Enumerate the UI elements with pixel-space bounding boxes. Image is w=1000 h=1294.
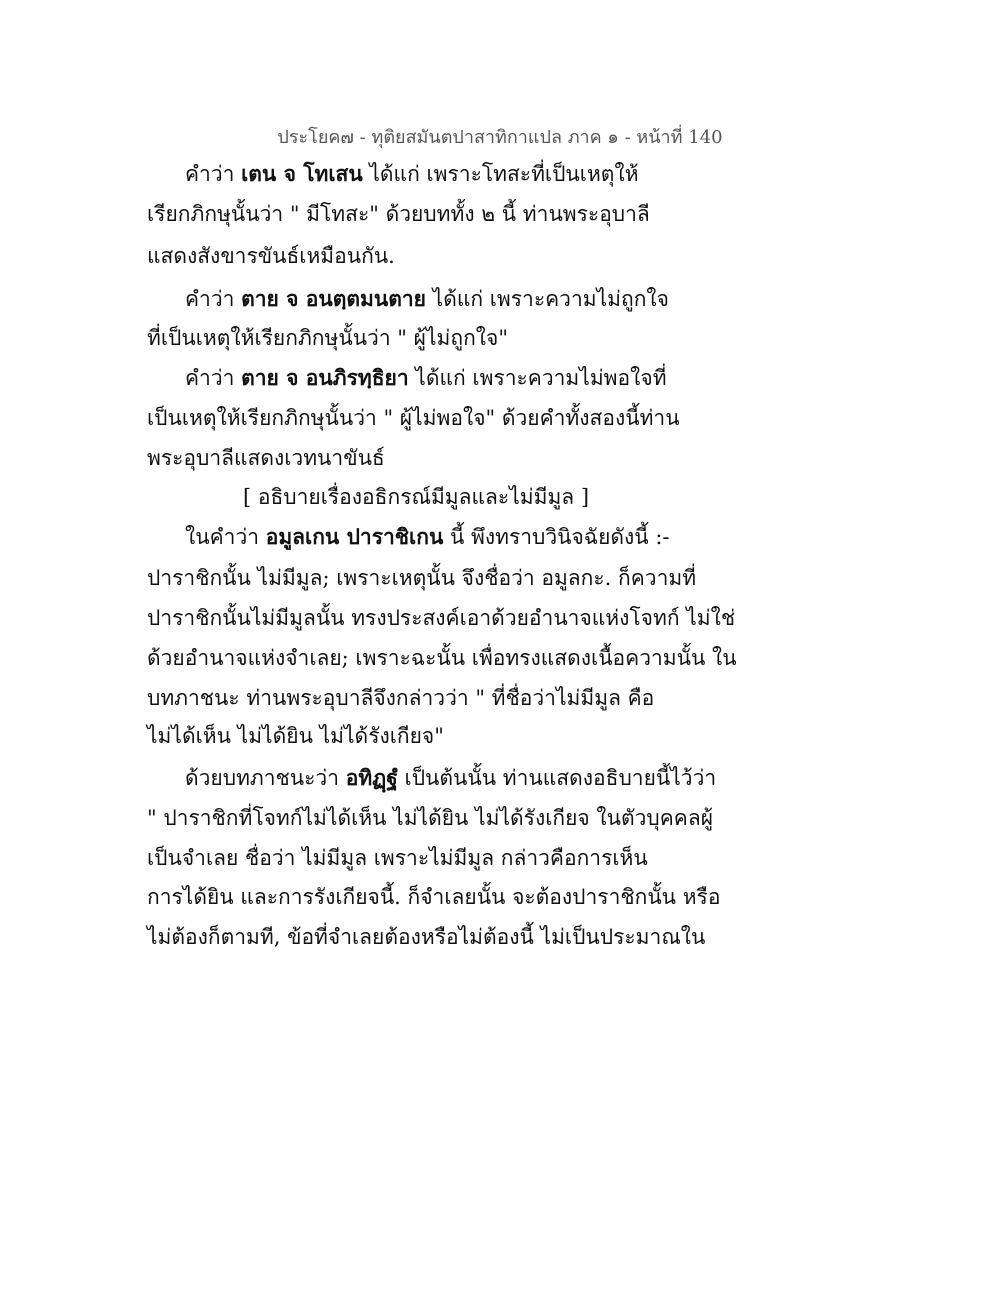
text-span: ที่เป็นเหตุให้เรียกภิกษุนั้นว่า " ผู้ไม่ถูกใจ" (147, 326, 508, 350)
text-line (147, 842, 648, 875)
text-span: ปาราชิกนั้น ไม่มีมูล; เพราะเหตุนั้น จึงชื่อว่า อมูลกะ. ก็ความที่ (147, 566, 697, 590)
text-span: เป็นจำเลย ชื่อว่า ไม่มีมูล เพราะไม่มีมูล กล่าวคือการเห็น (147, 846, 648, 870)
text-line (185, 283, 669, 316)
page-header: ประโยค๗ - ทุติยสมันตปาสาทิกาแปล ภาค ๑ - หน้าที่ 140 (277, 127, 723, 148)
text-span: " ปาราชิกที่โจทก์ไม่ได้เห็น ไม่ได้ยิน ไม่ได้รังเกียจ ในตัวบุคคลผู้ (147, 806, 714, 830)
text-span: [ อธิบายเรื่องอธิกรณ์มีมูลและไม่มีมูล ] (243, 485, 590, 509)
pali-term: อทิฏฺฐํ (345, 765, 398, 790)
text-line (147, 682, 654, 715)
text-span: คำว่า (185, 162, 242, 186)
text-line (147, 402, 680, 435)
pali-term: เตน จ โทเสน (241, 161, 363, 186)
text-line (185, 362, 667, 395)
text-line (185, 521, 670, 554)
text-line (185, 762, 716, 795)
text-line (147, 642, 737, 675)
text-line (147, 442, 385, 475)
text-span: เป็นเหตุให้เรียกภิกษุนั้นว่า " ผู้ไม่พอใจ" ด้วยคำทั้งสองนี้ท่าน (147, 406, 680, 430)
text-span: ปาราชิกนั้นไม่มีมูลนั้น ทรงประสงค์เอาด้วยอำนาจแห่งโจทก์ ไม่ใช่ (147, 606, 736, 630)
text-span: เรียกภิกษุนั้นว่า " มีโทสะ" ด้วยบททั้ง ๒ นี้ ท่านพระอุบาลี (147, 202, 650, 226)
text-span: ในคำว่า (185, 525, 266, 549)
text-span: ด้วยอำนาจแห่งจำเลย; เพราะฉะนั้น เพื่อทรงแสดงเนื้อความนั้น ใน (147, 646, 737, 670)
text-span: ได้แก่ เพราะความไม่ถูกใจ (425, 287, 669, 311)
text-span: ไม่ต้องก็ตามที, ข้อที่จำเลยต้องหรือไม่ต้องนี้ ไม่เป็นประมาณใน (147, 925, 706, 949)
text-span: ไม่ได้เห็น ไม่ได้ยิน ไม่ได้รังเกียจ" (147, 724, 444, 748)
pali-term: ตาย จ อนตฺตมนตาย (241, 286, 426, 311)
text-span: เป็นต้นนั้น ท่านแสดงอธิบายนี้ไว้ว่า (397, 766, 717, 790)
text-line (147, 881, 720, 914)
text-line (185, 158, 639, 191)
pali-term: ตาย จ อนภิรทฺธิยา (241, 365, 409, 390)
text-line (147, 240, 395, 273)
text-line (147, 802, 713, 835)
text-line (147, 198, 650, 231)
text-line (147, 562, 696, 595)
text-line (147, 322, 508, 355)
text-span: บทภาชนะ ท่านพระอุบาลีจึงกล่าวว่า " ที่ชื่อว่าไม่มีมูล คือ (147, 686, 655, 710)
text-span: ด้วยบทภาชนะว่า (185, 766, 346, 790)
section-heading (243, 481, 589, 514)
text-line (147, 921, 705, 954)
text-span: พระอุบาลีแสดงเวทนาขันธ์ (147, 446, 385, 470)
text-span: นี้ พึงทราบวินิจฉัยดังนี้ :- (443, 525, 670, 549)
text-span: ได้แก่ เพราะโทสะที่เป็นเหตุให้ (362, 162, 639, 186)
text-line (147, 720, 444, 753)
text-span: การได้ยิน และการรังเกียจนี้. ก็จำเลยนั้น จะต้องปาราชิกนั้น หรือ (147, 885, 721, 909)
text-span: ได้แก่ เพราะความไม่พอใจที่ (408, 366, 667, 390)
text-line (147, 602, 735, 635)
text-span: คำว่า (185, 287, 242, 311)
pali-term: อมูลเกน ปาราชิเกน (265, 524, 444, 549)
text-span: คำว่า (185, 366, 242, 390)
text-span: แสดงสังขารขันธ์เหมือนกัน. (147, 244, 395, 268)
